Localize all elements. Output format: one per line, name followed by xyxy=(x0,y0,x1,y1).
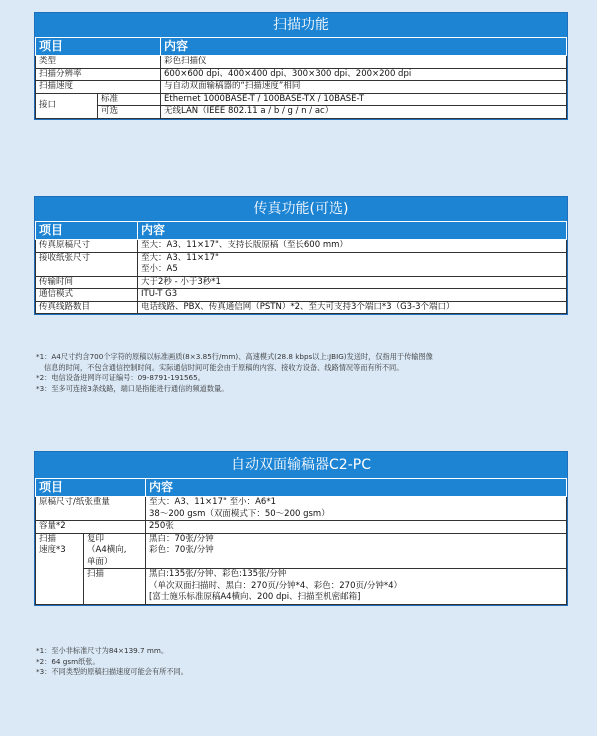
row-value xyxy=(146,497,567,521)
table-row xyxy=(36,106,567,119)
label-line: 复印 xyxy=(87,533,105,544)
fax-section xyxy=(34,196,568,315)
row-value: 彩色扫描仪 xyxy=(161,56,567,69)
row-sublabel: 扫描 xyxy=(84,569,146,605)
row-sublabel: 可选 xyxy=(98,106,161,119)
footnote: 信息的时间，不包含通信控制时间。实际通信时间可能会由于原稿的内容、接收方设备、线路情况等而有所不同。 xyxy=(44,362,404,372)
fax-table xyxy=(35,221,567,314)
scan-title: 扫描功能 xyxy=(35,13,567,37)
footnote: *3：不同类型的原稿扫描速度可能会有所不同。 xyxy=(36,667,188,676)
table-row xyxy=(36,533,567,569)
table-row xyxy=(36,240,567,253)
row-label xyxy=(36,533,84,604)
table-header xyxy=(36,479,567,497)
value-line: 38～200 gsm（双面模式下：50～200 gsm） xyxy=(149,508,330,519)
table-row xyxy=(36,289,567,302)
row-label: 扫描分辨率 xyxy=(36,68,161,81)
footnote: *3：至多可连接3条线路，端口是指能进行通信的频道数量。 xyxy=(36,383,229,393)
value-line: 至大：A3、11×17" xyxy=(141,252,219,263)
adf-table xyxy=(35,478,567,605)
table-row xyxy=(36,81,567,94)
row-value: 至大：A3、11×17"、支持长版原稿（至长600 mm） xyxy=(138,240,567,253)
row-value: Ethernet 1000BASE-T / 100BASE-TX / 10BASE-T xyxy=(161,93,567,106)
row-value: 无线LAN（IEEE 802.11 a / b / g / n / ac） xyxy=(161,106,567,119)
table-header xyxy=(36,222,567,240)
fax-title: 传真功能(可选) xyxy=(35,197,567,221)
label-line: 单面） xyxy=(87,556,113,567)
row-value: 大于2秒 - 小于3秒*1 xyxy=(138,276,567,289)
row-sublabel: 标准 xyxy=(98,93,161,106)
value-line: （单次双面扫描时、黑白：270页/分钟*4、彩色：270页/分钟*4） xyxy=(149,580,403,591)
table-row xyxy=(36,569,567,605)
row-value: 电话线路、PBX、传真通信网（PSTN）*2、至大可支持3个端口*3（G3-3个端口） xyxy=(138,301,567,314)
header-item: 项目 xyxy=(36,222,138,240)
table-header xyxy=(36,38,567,56)
row-label: 通信模式 xyxy=(36,289,138,302)
row-label: 传真原稿尺寸 xyxy=(36,240,138,253)
row-value: 与自动双面输稿器的“扫描速度”相同 xyxy=(161,81,567,94)
adf-title: 自动双面输稿器C2-PC xyxy=(35,452,567,478)
header-content: 内容 xyxy=(161,38,567,56)
label-line: 扫描 xyxy=(39,533,57,544)
row-value xyxy=(138,252,567,276)
scan-section xyxy=(34,12,568,120)
footnote: *2：电信设备进网许可证编号：09-8791-191565。 xyxy=(36,373,205,382)
row-label: 扫描速度 xyxy=(36,81,161,94)
value-line: 彩色：70张/分钟 xyxy=(149,545,214,555)
row-value: 600×600 dpi、400×400 dpi、300×300 dpi、200×200 dpi xyxy=(161,68,567,81)
row-label: 接收纸张尺寸 xyxy=(36,252,138,276)
table-row xyxy=(36,276,567,289)
table-row xyxy=(36,93,567,106)
row-label: 原稿尺寸/纸张重量 xyxy=(36,497,146,521)
footnote: *2：64 gsm纸张。 xyxy=(36,656,100,666)
row-value xyxy=(146,533,567,569)
header-content: 内容 xyxy=(146,479,567,497)
row-value xyxy=(146,569,567,605)
fax-notes xyxy=(36,352,433,394)
header-item: 项目 xyxy=(36,479,146,497)
table-row xyxy=(36,252,567,276)
table-row xyxy=(36,301,567,314)
row-value: ITU-T G3 xyxy=(138,289,567,302)
table-row xyxy=(36,497,567,521)
row-label: 传输时间 xyxy=(36,276,138,289)
row-value: 250张 xyxy=(146,521,567,534)
table-row xyxy=(36,68,567,81)
value-line: 至小：A5 xyxy=(141,264,178,274)
row-label: 传真线路数目 xyxy=(36,301,138,314)
adf-notes xyxy=(36,646,188,678)
scan-table xyxy=(35,37,567,119)
row-label: 类型 xyxy=(36,56,161,69)
table-row xyxy=(36,56,567,69)
header-item: 项目 xyxy=(36,38,161,56)
value-line: 黑白:135张/分钟、彩色:135张/分钟 xyxy=(149,569,287,579)
row-label: 接口 xyxy=(36,93,98,118)
row-sublabel xyxy=(84,533,146,569)
label-line: 速度*3 xyxy=(39,545,66,555)
footnote: *1：至小非标准尺寸为84×139.7 mm。 xyxy=(36,646,169,655)
adf-section xyxy=(34,451,568,606)
table-row xyxy=(36,521,567,534)
label-line: （A4横向, xyxy=(87,545,127,555)
header-content: 内容 xyxy=(138,222,567,240)
value-line: 至大：A3、11×17" 至小：A6*1 xyxy=(149,497,276,507)
footnote: *1：A4尺寸约含700个字符的原稿以标准画质(8×3.85行/mm)、高速模式(28.8 kbps以上:JBIG)发送时，仅指用于传输图像 xyxy=(36,352,433,361)
row-label: 容量*2 xyxy=(36,521,146,534)
value-line: 黑白：70张/分钟 xyxy=(149,533,214,544)
value-line: [富士施乐标准原稿A4横向、200 dpi、扫描至机密邮箱] xyxy=(149,592,361,602)
